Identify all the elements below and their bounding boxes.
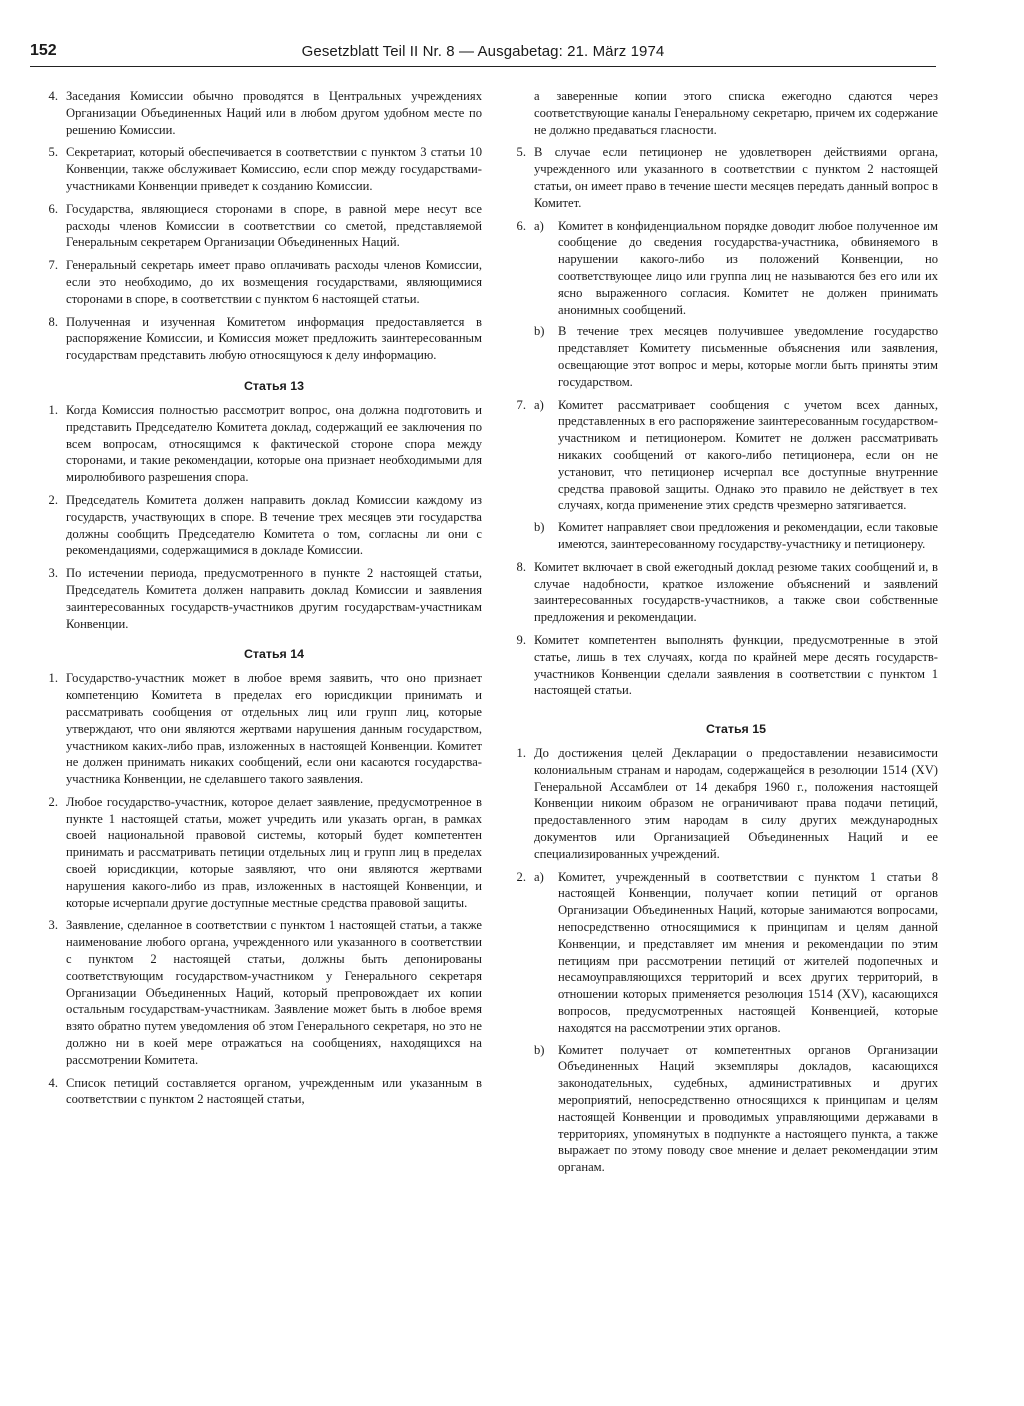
paragraph-number: 1. [516, 746, 526, 761]
subparagraph-group [534, 869, 938, 1176]
article-heading: Статья 13 [243, 378, 305, 393]
paragraph-number: 1. [48, 402, 58, 417]
subparagraph-text: Комитет направляет свои предложения и рекомендации, если таковые имеются, заинтересованному государству-участнику и петиционеру. [558, 520, 938, 551]
paragraph [30, 201, 482, 251]
subparagraph-text: Комитет в конфиденциальном порядке доводит любое полученное им сообщение до сведения государства-участника, обвиняемого в нарушении какого-либо из положений Конвенции, но соответствующее лицо или группа лиц не называются без его или их ясно выраженного согласия. Комитет не должен принимать анонимных сообщений. [558, 218, 938, 317]
paragraph-text: До достижения целей Декларации о предоставлении независимости колониальным странам и народам, содержащейся в резолюции 1514 (XV) Генеральной Ассамблеи от 14 декабря 1960 г., положения настоящей Конвенции никоим образом не ограничивают права подачи петиций, предоставленного этим народам в силу других международных документов или Организацией Объединенных Наций и ее специализированных учреждений. [534, 746, 938, 861]
paragraph [30, 794, 482, 912]
paragraph-number: 3. [48, 566, 58, 581]
paragraph [30, 144, 482, 194]
subparagraph-group [534, 218, 938, 391]
paragraph [498, 745, 938, 863]
page-number: 152 [30, 42, 57, 59]
paragraph-text: Полученная и изученная Комитетом информация предоставляется в распоряжение Комиссии, и Комиссия может предложить заинтересованным государствам представить любую относящуюся к делу информацию. [66, 314, 482, 363]
paragraph-text: Заявление, сделанное в соответствии с пунктом 1 настоящей статьи, а также наименование любого органа, учрежденного или указанного в соответствии с пунктом 2 настоящей статьи, должны быть депонированы соответствующим государством-участником у Генерального секретаря Организации Объединенных Наций, который препровождает их копии остальным государствам-участникам. Заявление может быть в любое время взято обратно путем уведомления об этом Генерального секретаря, но это не должно ни в коей мере отражаться на сообщениях, находящихся на рассмотрении Комитета. [66, 918, 482, 1067]
paragraph [30, 670, 482, 788]
paragraph-text: а заверенные копии этого списка ежегодно сдаются через соответствующие каналы Генеральному секретарю, причем их содержание не должно предаваться гласности. [534, 89, 938, 137]
subparagraph [534, 519, 938, 553]
paragraph-text: В случае если петиционер не удовлетворен действиями органа, учрежденного или указанного в соответствии с пунктом 2 настоящей статьи, он имеет право в течение шести месяцев передать данный вопрос в Комитет. [534, 145, 938, 210]
paragraph [498, 397, 938, 553]
paragraph-number: 7. [516, 397, 526, 412]
subparagraph [534, 1042, 938, 1176]
paragraph [498, 632, 938, 699]
subparagraph-text: Комитет рассматривает сообщения с учетом всех данных, представленных в его распоряжение заинтересованным государством-участником и петиционером. Комитет не должен рассматривать никаких сообщений от какого-либо петиционера, если он не установит, что петиционер исчерпал все доступные внутренние средства правовой защиты. Однако это правило не действует в тех случаях, когда применение этих средств чрезмерно затягивается. [558, 397, 938, 513]
paragraph [30, 565, 482, 632]
paragraph [30, 492, 482, 559]
paragraph-number: 2. [48, 492, 58, 507]
paragraph-text: Государства, являющиеся сторонами в споре, в равной мере несут все расходы членов Комиссии в соответствии со сметой, представляемой Генеральным секретарем Организации Объединенных Наций. [66, 201, 482, 250]
paragraph-text: Секретариат, который обеспечивается в соответствии с пунктом 3 статьи 10 Конвенции, также обслуживает Комиссию, если спор между государствами-участниками Конвенции приведет к созданию Комиссии. [66, 145, 482, 193]
subparagraph [534, 397, 938, 515]
paragraph-text: Список петиций составляется органом, учрежденным или указанным в соответствии с пунктом 2 настоящей статьи, [66, 1075, 482, 1107]
paragraph-number: 9. [516, 632, 526, 647]
right-column [498, 88, 938, 1182]
subparagraph-label: a) [534, 869, 544, 884]
paragraph-number: 8. [48, 314, 58, 329]
paragraph [498, 218, 938, 391]
subparagraph-label: a) [534, 397, 544, 412]
subparagraph-group [534, 397, 938, 553]
paragraph [498, 144, 938, 211]
paragraph [498, 869, 938, 1176]
paragraph [30, 257, 482, 307]
paragraph-number: 6. [516, 218, 526, 233]
paragraph-number: 8. [516, 559, 526, 574]
paragraph-number: 3. [48, 918, 58, 933]
paragraph-text: По истечении периода, предусмотренного в пункте 2 настоящей статьи, Председатель Комитета должен направить доклад Комиссии и заявления заинтересованных государств-участников другим государствам-участникам Конвенции. [66, 566, 482, 631]
paragraph [30, 314, 482, 364]
paragraph [30, 917, 482, 1068]
paragraph-text: Государство-участник может в любое время заявить, что оно признает компетенцию Комитета в пределах его юрисдикции принимать и рассматривать сообщения от отдельных лиц или групп лиц, которые утверждают, что они являются жертвами нарушения данным государством, участником каких-либо прав, изложенных в настоящей Конвенции. Комитет не должен принимать никаких сообщений, если они касаются государства-участника Конвенции, не сделавшего такого заявления. [66, 671, 482, 787]
subparagraph [534, 323, 938, 390]
subparagraph [534, 218, 938, 319]
paragraph-text: Председатель Комитета должен направить доклад Комиссии каждому из государств, участвующих в споре. В течение трех месяцев эти государства должны сообщить Председателю Комитета о том, согласны ли они с рекомендациями, содержащимися в докладе Комиссии. [66, 492, 482, 558]
paragraph-number: 1. [48, 671, 58, 686]
paragraph-text: Заседания Комиссии обычно проводятся в Центральных учреждениях Организации Объединенных Наций или в любом другом удобном месте по решению Комиссии. [66, 89, 482, 137]
paragraph-number: 5. [48, 145, 58, 160]
article-heading: Статья 15 [705, 722, 767, 737]
paragraph-text: Генеральный секретарь имеет право оплачивать расходы членов Комиссии, если это необходимо, до их возмещения государствами, являющимися сторонами в споре, в соответствии с пунктом 6 настоящей статьи. [66, 258, 482, 306]
left-column [30, 88, 482, 1114]
subparagraph-label: b) [534, 1042, 545, 1057]
paragraph-number: 4. [48, 1075, 58, 1090]
subparagraph-label: b) [534, 324, 545, 339]
paragraph-number: 7. [48, 258, 58, 273]
subparagraph-text: Комитет, учрежденный в соответствии с пунктом 1 статьи 8 настоящей Конвенции, получает копии петиций от органов Организации Объединенных Наций, которые занимаются вопросами, непосредственно относящимися к принципам и целям данной Конвенции, и представляет им мнения и рекомендации по этим петициям при рассмотрении петиций от жителей подопечных и несамоуправляющихся территорий и всех других территорий, в отношении которых применяется резолюция 1514 (XV), касающихся вопросов, предусмотренных настоящей Конвенцией, которые находятся на рассмотрении этих органов. [558, 869, 938, 1035]
paragraph-text: Когда Комиссия полностью рассмотрит вопрос, она должна подготовить и представить Председателю Комитета доклад, содержащий ее заключения по всем вопросам, относящимся к фактической стороне спора между сторонами, и такие рекомендации, которые она признает необходимыми для миролюбивого разрешения спора. [66, 402, 482, 485]
paragraph-text: Комитет компетентен выполнять функции, предусмотренные в этой статье, лишь в тех случаях, когда по крайней мере десять государств-участников Конвенции сделали заявления в соответствии с пунктом 1 настоящей статьи. [534, 632, 938, 698]
paragraph [498, 559, 938, 626]
subparagraph-text: В течение трех месяцев получившее уведомление государство представляет Комитету письменные объяснения или заявления, освещающие этот вопрос и меры, которые могли быть приняты этим государством. [558, 324, 938, 389]
paragraph-number: 2. [48, 794, 58, 809]
subparagraph-label: a) [534, 218, 544, 233]
paragraph-number: 6. [48, 201, 58, 216]
paragraph [30, 1075, 482, 1109]
paragraph-continuation [498, 88, 938, 138]
subparagraph [534, 869, 938, 1037]
paragraph-number: 4. [48, 89, 58, 103]
paragraph [30, 88, 482, 138]
subparagraph-text: Комитет получает от компетентных органов Организации Объединенных Наций экземпляры докладов, касающихся законодательных, судебных, административных и других мероприятий, непосредственно относящихся к принципам и целям настоящей Конвенции и проводимых управляющими державами в территориях, упомянутых в подпункте а настоящего пункта, а также выражает по этому поводу свое мнение и делает рекомендации этим органам. [558, 1042, 938, 1175]
article-heading: Статья 14 [243, 647, 305, 662]
paragraph-text: Комитет включает в свой ежегодный доклад резюме таких сообщений и, в случае надобности, краткое изложение объяснений и заявлений заинтересованных государств-участников, а также свои собственные предложения и рекомендации. [534, 559, 938, 625]
paragraph [30, 402, 482, 486]
running-title: Gesetzblatt Teil II Nr. 8 — Ausgabetag: 21. März 1974 [301, 43, 665, 60]
page-header [30, 42, 936, 67]
paragraph-text: Любое государство-участник, которое делает заявление, предусмотренное в пункте 1 настоящей статьи, может учредить или указать орган, в рамках своей национальной правовой системы, который будет компетентен принимать и рассматривать петиции отдельных лиц и групп лиц в пределах своей юрисдикции, которые заявляют, что они являются жертвами нарушения какого-либо из прав, изложенных в настоящей Конвенции, и которые исчерпали другие доступные местные средства правовой защиты. [66, 794, 482, 910]
paragraph-number: 5. [516, 145, 526, 160]
paragraph-number: 2. [516, 869, 526, 884]
subparagraph-label: b) [534, 520, 545, 535]
